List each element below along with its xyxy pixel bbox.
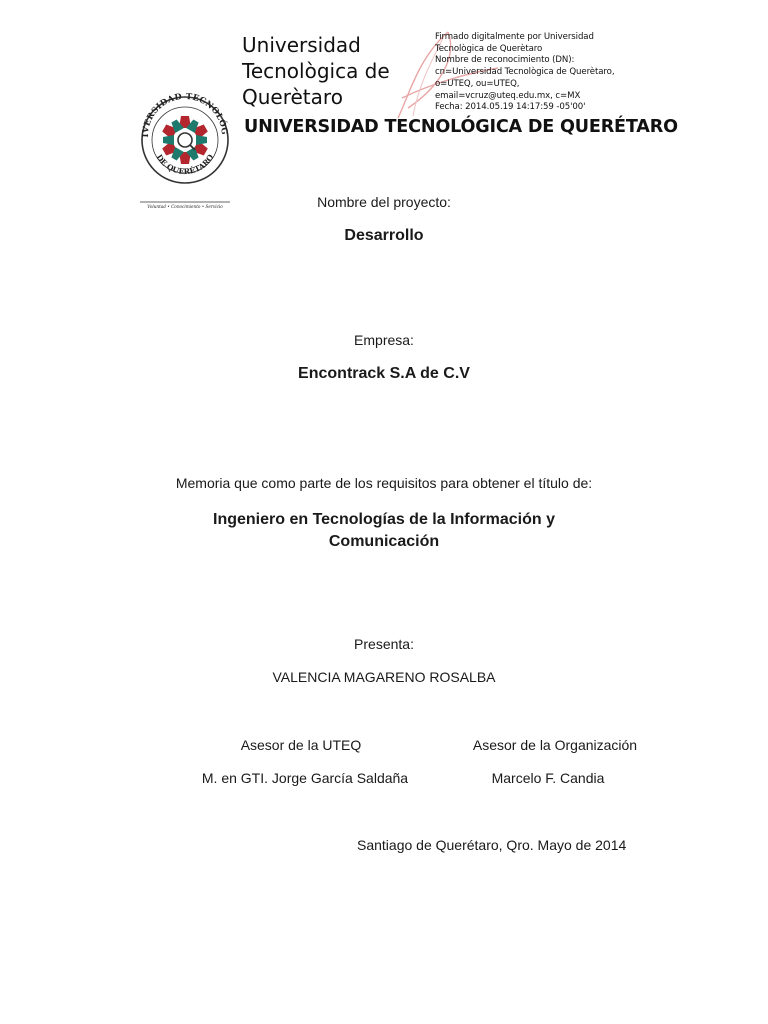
signature-detail-line: cn=Universidad Tecnològica de Querètaro, [435,67,615,78]
place-date: Santiago de Querétaro, Qro. Mayo de 2014 [357,837,627,853]
seal-motto: Voluntad • Conocimiento • Servicio [147,204,223,209]
signer-name [242,32,417,110]
signature-detail-line: Firmado digitalmente por Universidad [435,32,594,42]
presenter-name: VALENCIA MAGARENO ROSALBA [272,669,496,685]
university-title: UNIVERSIDAD TECNOLÓGICA DE QUERÉTARO [244,117,678,137]
company-name: Encontrack S.A de C.V [298,365,470,382]
signature-details [435,32,645,114]
seal-ring-bottom: DE QUERÉTARO [154,152,216,177]
uteq-advisor-name: M. en GTI. Jorge García Saldaña [201,770,409,786]
org-advisor-name: Marcelo F. Candia [491,770,605,786]
degree-title-line-2: Comunicación [328,533,440,550]
degree-title-line-1: Ingeniero en Tecnologías de la Información y [213,511,555,528]
signer-name-line-1: Universidad [242,33,361,57]
signer-name-line-2: Tecnològica de [242,59,390,83]
signature-detail-line: Nombre de reconocimiento (DN): [435,55,575,66]
signature-detail-line: email=vcruz@uteq.edu.mx, c=MX [435,90,581,101]
signer-name-line-3: Querètaro [242,85,343,109]
company-label: Empresa: [354,332,414,348]
signature-detail-line: Tecnològica de Querètaro [435,43,543,54]
presenter-label: Presenta: [354,636,414,652]
signature-detail-line: Fecha: 2014.05.19 14:17:59 -05'00' [435,102,586,113]
signature-detail-line: o=UTEQ, ou=UTEQ, [435,78,520,89]
project-label: Nombre del proyecto: [317,194,451,210]
uteq-advisor-label: Asesor de la UTEQ [240,737,362,753]
project-name: Desarrollo [344,227,424,244]
degree-intro: Memoria que como parte de los requisitos para obtener el título de: [175,475,593,491]
degree-title [0,509,768,553]
seal-ring-top: IVERSIDAD TECNOLÓG [139,90,231,138]
org-advisor-label: Asesor de la Organización [472,737,638,753]
